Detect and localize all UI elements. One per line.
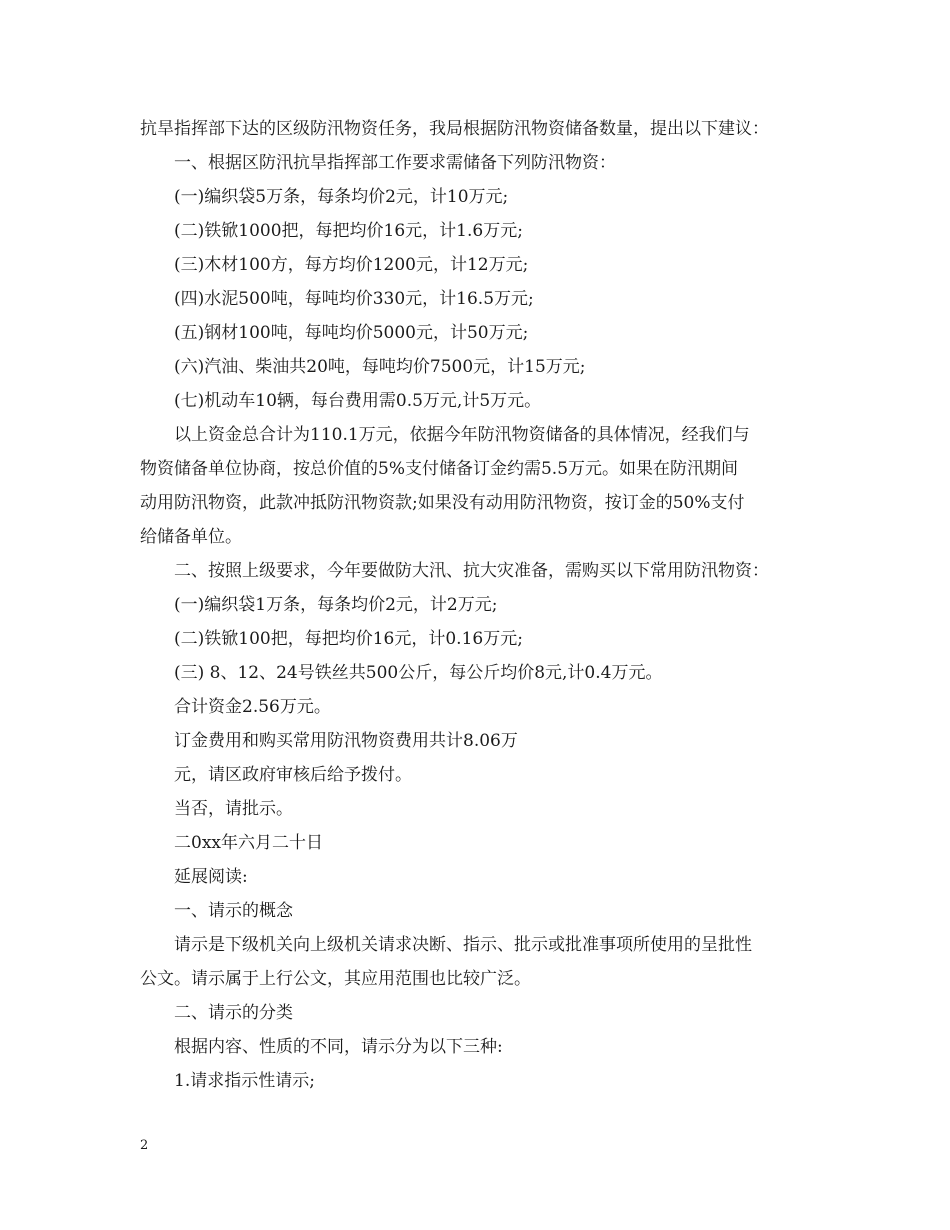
text-line: 请示是下级机关向上级机关请求决断、指示、批示或批准事项所使用的呈批性 [174,935,752,955]
text-line: 抗旱指挥部下达的区级防汛物资任务，我局根据防汛物资储备数量，提出以下建议： [140,119,769,139]
text-line: 二0xx年六月二十日 [174,833,323,853]
text-line: 公文。请示属于上行公文，其应用范围也比较广泛。 [140,969,531,989]
document-body [140,112,830,1098]
text-line: (七)机动车10辆，每台费用需0.5万元,计5万元。 [174,391,542,411]
text-line: 一、请示的概念 [174,901,293,921]
text-line: 元，请区政府审核后给予拨付。 [174,765,412,785]
text-line: (二)铁锨1000把，每把均价16元，计1.6万元; [174,221,523,241]
text-line: (三) 8、12、24号铁丝共500公斤，每公斤均价8元,计0.4万元。 [174,663,663,683]
text-line: 以上资金总合计为110.1万元，依据今年防汛物资储备的具体情况，经我们与 [174,425,750,445]
text-line: 当否，请批示。 [174,799,293,819]
text-line: 二、按照上级要求，今年要做防大汛、抗大灾准备，需购买以下常用防汛物资： [174,561,769,581]
text-line: 根据内容、性质的不同，请示分为以下三种: [174,1037,503,1057]
text-line: (三)木材100方，每方均价1200元，计12万元; [174,255,529,275]
page-number: 2 [140,1138,149,1153]
text-line: (六)汽油、柴油共20吨，每吨均价7500元，计15万元; [174,357,586,377]
text-line: 物资储备单位协商，按总价值的5%支付储备订金约需5.5万元。如果在防汛期间 [140,459,739,479]
text-line: (一)编织袋5万条，每条均价2元，计10万元; [174,187,509,207]
text-line: (一)编织袋1万条，每条均价2元，计2万元; [174,595,498,615]
text-line: 给储备单位。 [140,527,242,547]
text-line: 1.请求指示性请示; [174,1071,315,1091]
text-line: 订金费用和购买常用防汛物资费用共计8.06万 [174,731,518,751]
text-line: 动用防汛物资，此款冲抵防汛物资款;如果没有动用防汛物资，按订金的50%支付 [140,493,745,513]
text-line: 延展阅读: [174,867,248,887]
text-line: 一、根据区防汛抗旱指挥部工作要求需储备下列防汛物资： [174,153,616,173]
text-line: 合计资金2.56万元。 [174,697,331,717]
text-line: (五)钢材100吨，每吨均价5000元，计50万元; [174,323,529,343]
text-line: (四)水泥500吨，每吨均价330元，计16.5万元; [174,289,534,309]
text-line: (二)铁锨100把，每把均价16元，计0.16万元; [174,629,523,649]
text-line: 二、请示的分类 [174,1003,293,1023]
